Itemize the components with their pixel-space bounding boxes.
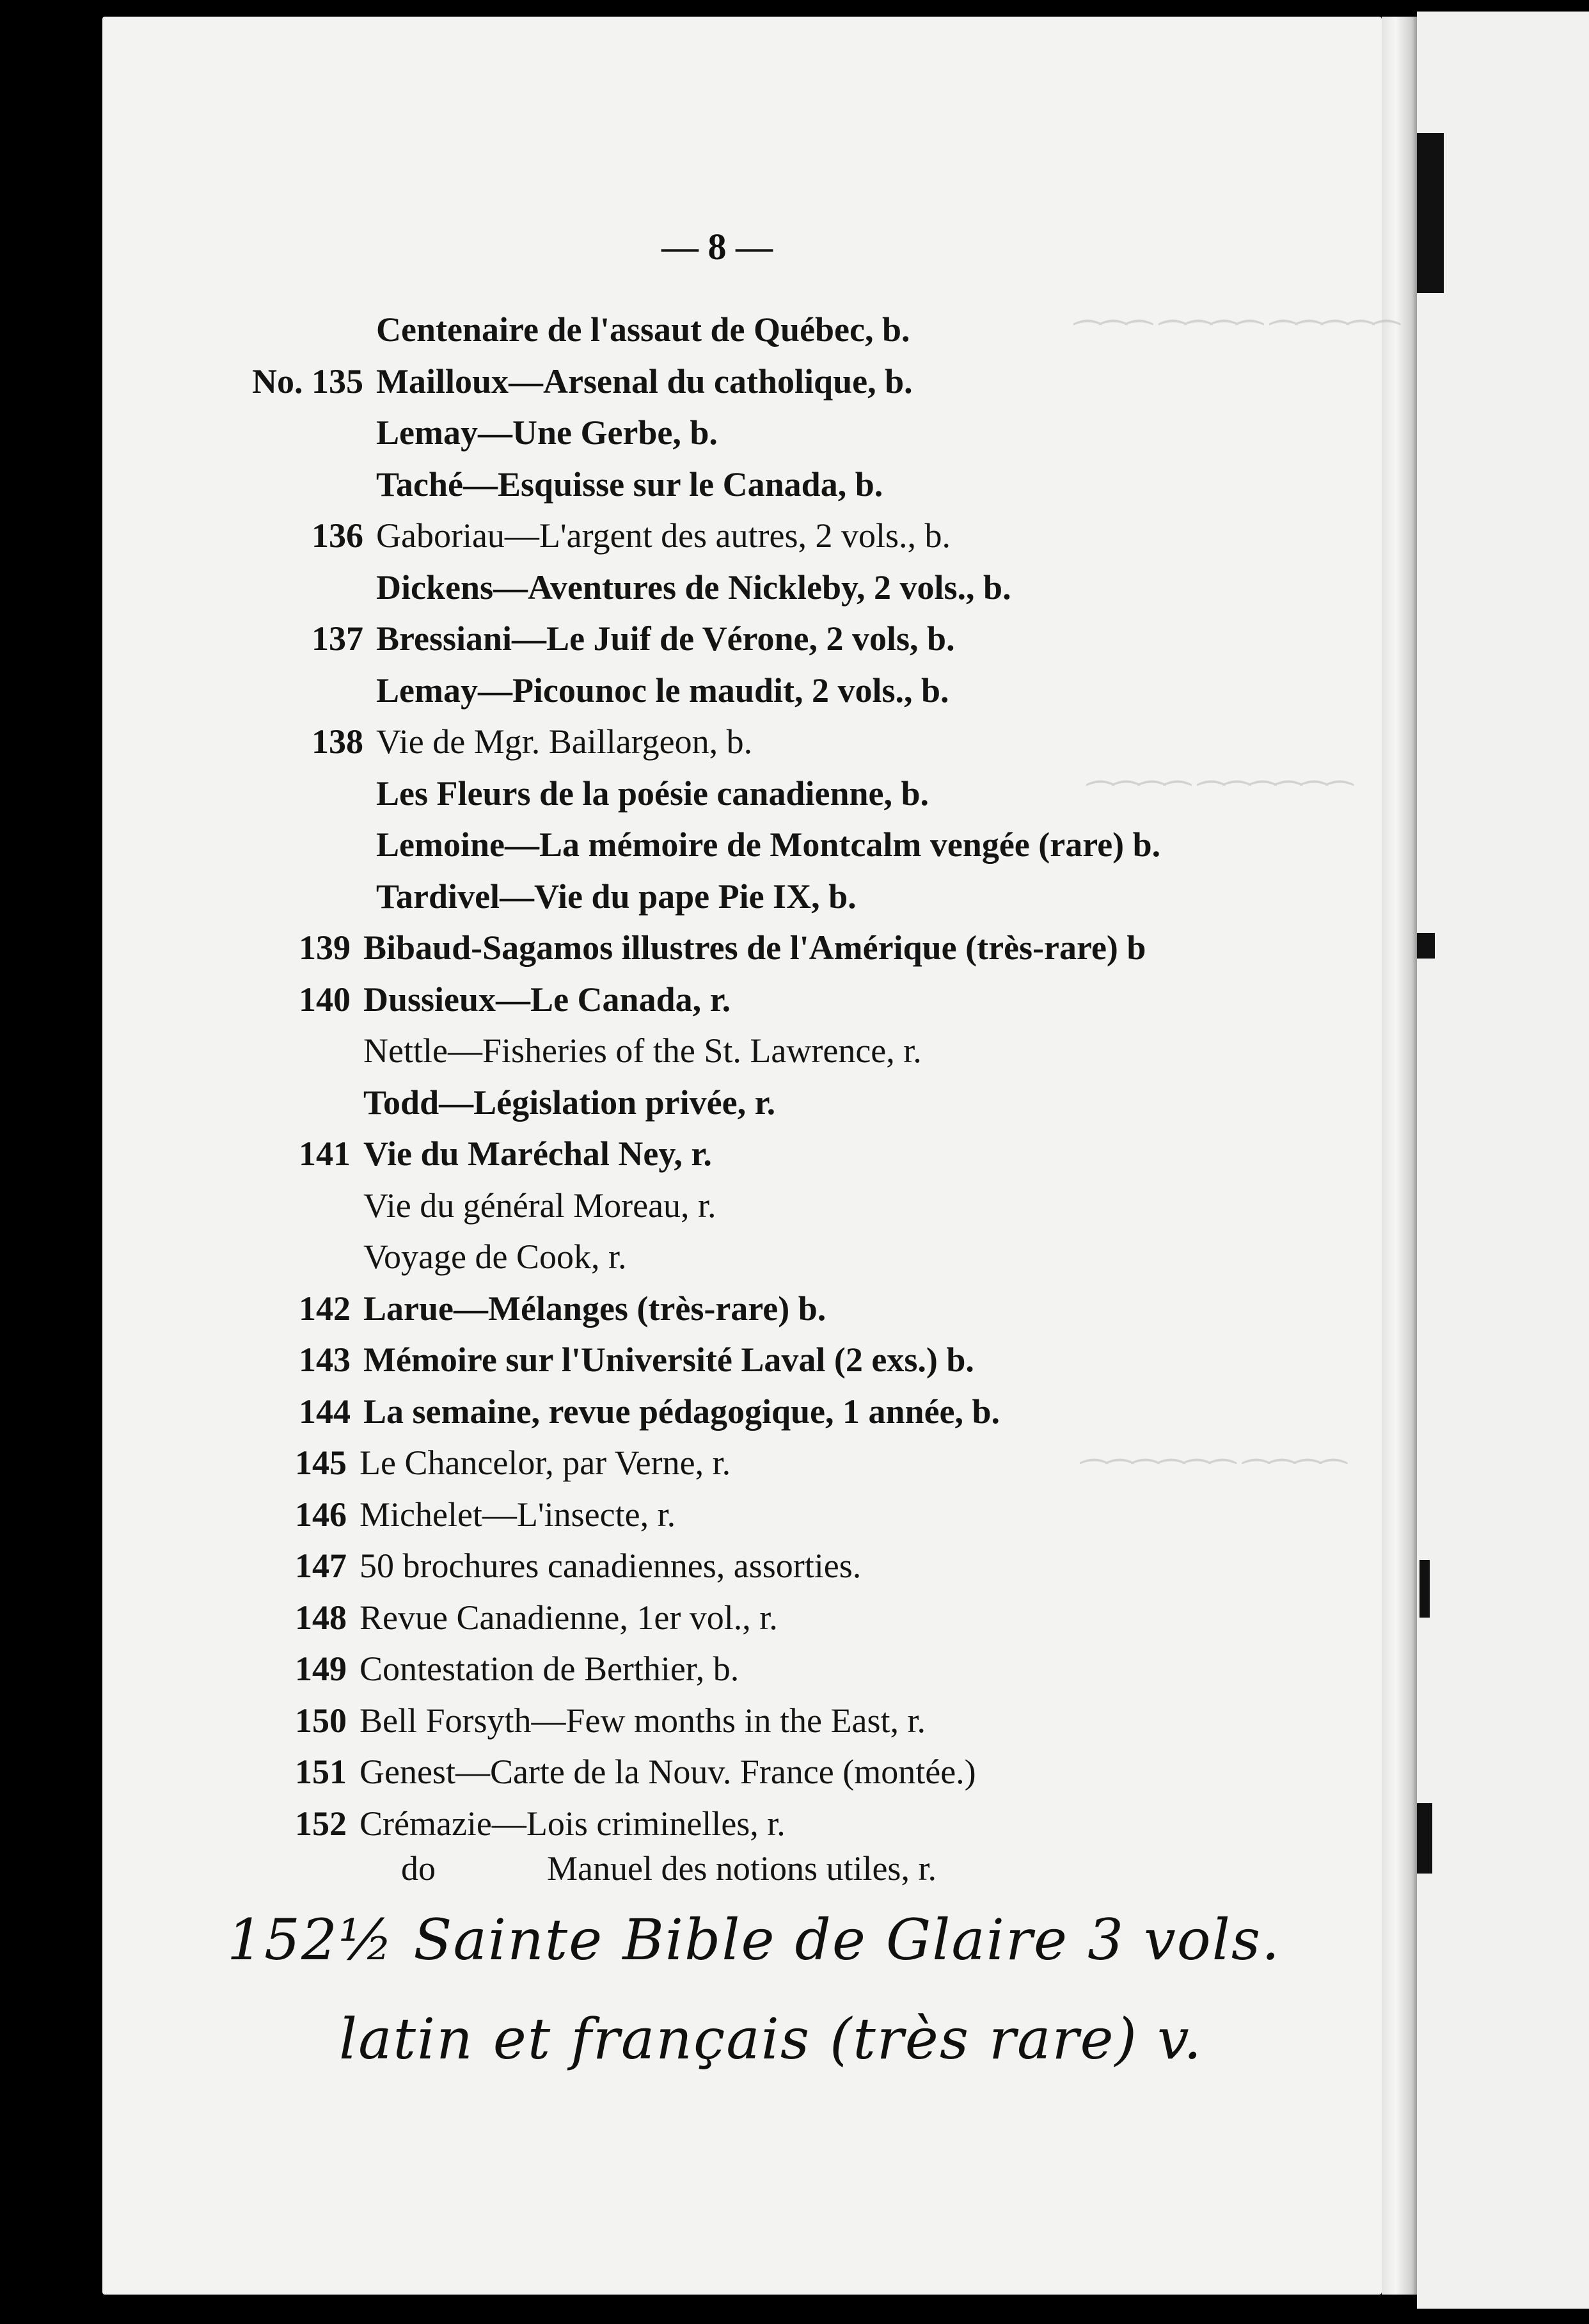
catalogue-entry	[376, 819, 1160, 870]
catalogue-entry	[295, 1437, 731, 1488]
entry-number: 149	[295, 1650, 347, 1688]
entry-text: Mailloux—Arsenal du catholique, b.	[376, 362, 913, 401]
entry-text: Voyage de Cook, r.	[363, 1238, 627, 1276]
ditto-mark: do	[401, 1849, 436, 1888]
entry-number: 146	[295, 1495, 347, 1534]
show-through-text: ⁀⁀⁀⁀ ⁀⁀⁀⁀⁀⁀	[1081, 1460, 1347, 1495]
entry-number: 151	[295, 1753, 347, 1791]
catalogue-entry	[363, 1180, 716, 1231]
entry-number: 147	[295, 1547, 347, 1585]
entry-text: Vie du général Moreau, r.	[363, 1186, 716, 1225]
handwritten-annotation-line-2: latin et français (très rare) v.	[339, 2006, 1203, 2072]
catalogue-entry	[376, 459, 883, 510]
entry-number: No. 135	[252, 362, 363, 401]
page-gutter	[1382, 17, 1417, 2295]
entry-text: Bell Forsyth—Few months in the East, r.	[360, 1701, 926, 1740]
ink-mark	[1417, 933, 1435, 959]
entry-text: Lemoine—La mémoire de Montcalm vengée (rare) b.	[376, 825, 1161, 864]
entry-text: Dussieux—Le Canada, r.	[363, 980, 731, 1019]
entry-text: Tardivel—Vie du pape Pie IX, b.	[376, 877, 857, 916]
entry-text: Les Fleurs de la poésie canadienne, b.	[376, 774, 929, 813]
entry-text: Revue Canadienne, 1er vol., r.	[360, 1598, 778, 1637]
catalogue-entry	[299, 1128, 712, 1179]
entry-text: Larue—Mélanges (très-rare) b.	[363, 1289, 826, 1328]
show-through-text: ⁀⁀⁀⁀⁀⁀ ⁀⁀⁀⁀	[1087, 781, 1353, 817]
catalogue-entry	[363, 1025, 922, 1076]
catalogue-entry	[376, 768, 929, 819]
catalogue-entry	[299, 974, 731, 1025]
catalogue-entry	[376, 407, 718, 458]
entry-text: Lemay—Picounoc le maudit, 2 vols., b.	[376, 671, 949, 710]
catalogue-entry	[295, 1695, 926, 1746]
catalogue-entry	[376, 562, 1011, 613]
entry-number: 138	[312, 722, 363, 761]
catalogue-entry	[299, 922, 1146, 973]
catalogue-entry	[376, 665, 949, 716]
entry-number: 144	[299, 1392, 351, 1431]
entry-text: Crémazie—Lois criminelles, r.	[360, 1804, 786, 1843]
entry-number: 136	[312, 516, 363, 555]
catalogue-entry	[295, 1746, 976, 1797]
catalogue-entry	[252, 356, 913, 407]
catalogue-entry	[299, 1334, 974, 1385]
catalogue-entry	[312, 716, 753, 767]
page-number: — 8 —	[661, 226, 773, 267]
entry-text: 50 brochures canadiennes, assorties.	[360, 1547, 862, 1585]
entry-text: Nettle—Fisheries of the St. Lawrence, r.	[363, 1031, 922, 1070]
entry-text: Bressiani—Le Juif de Vérone, 2 vols, b.	[376, 619, 955, 658]
entry-number: 142	[299, 1289, 351, 1328]
entry-text: Vie de Mgr. Baillargeon, b.	[376, 722, 753, 761]
ink-mark	[1417, 1803, 1432, 1874]
entry-text: Le Chancelor, par Verne, r.	[360, 1444, 731, 1482]
entry-text: Gaboriau—L'argent des autres, 2 vols., b.	[376, 516, 951, 555]
entry-text: Vie du Maréchal Ney, r.	[363, 1134, 712, 1173]
catalogue-entry	[295, 1592, 778, 1643]
ditto-entry-text: Manuel des notions utiles, r.	[547, 1849, 937, 1888]
entry-text: Mémoire sur l'Université Laval (2 exs.) b.	[363, 1341, 974, 1379]
catalogue-entry	[363, 1231, 626, 1282]
catalogue-entry	[376, 871, 857, 922]
catalogue-entry	[295, 1798, 786, 1849]
catalogue-entry	[376, 304, 910, 355]
facing-page-edge	[1417, 12, 1589, 2309]
catalogue-entry	[299, 1283, 826, 1334]
catalogue-entry	[363, 1077, 775, 1128]
entry-number: 150	[295, 1701, 347, 1740]
handwritten-annotation-line-1: 152½ Sainte Bible de Glaire 3 vols.	[227, 1907, 1281, 1973]
entry-number: 140	[299, 980, 351, 1019]
catalogue-entry	[312, 613, 955, 664]
entry-text: La semaine, revue pédagogique, 1 année, b.	[363, 1392, 1000, 1431]
entry-number: 152	[295, 1804, 347, 1843]
entry-number: 137	[312, 619, 363, 658]
entry-text: Centenaire de l'assaut de Québec, b.	[376, 310, 910, 349]
show-through-text: ⁀⁀⁀⁀⁀ ⁀⁀⁀⁀ ⁀⁀⁀	[1075, 321, 1400, 356]
catalogue-entry	[295, 1643, 739, 1694]
entry-text: Michelet—L'insecte, r.	[360, 1495, 676, 1534]
ink-mark	[1417, 133, 1444, 293]
entry-number: 141	[299, 1134, 351, 1173]
entry-text: Dickens—Aventures de Nickleby, 2 vols., b.	[376, 568, 1011, 607]
entry-text: Contestation de Berthier, b.	[360, 1650, 739, 1688]
entry-text: Todd—Législation privée, r.	[363, 1083, 776, 1122]
entry-number: 139	[299, 928, 351, 967]
entry-text: Lemay—Une Gerbe, b.	[376, 413, 718, 452]
entry-text: Genest—Carte de la Nouv. France (montée.)	[360, 1753, 976, 1791]
entry-number: 145	[295, 1444, 347, 1482]
catalogue-entry	[295, 1489, 676, 1540]
entry-text: Bibaud-Sagamos illustres de l'Amérique (très-rare) b	[363, 928, 1146, 967]
catalogue-entry	[299, 1386, 1000, 1437]
entry-text: Taché—Esquisse sur le Canada, b.	[376, 465, 883, 504]
entry-number: 148	[295, 1598, 347, 1637]
ink-mark	[1419, 1560, 1430, 1618]
catalogue-entry	[295, 1540, 862, 1591]
catalogue-entry	[312, 510, 951, 561]
entry-number: 143	[299, 1341, 351, 1379]
